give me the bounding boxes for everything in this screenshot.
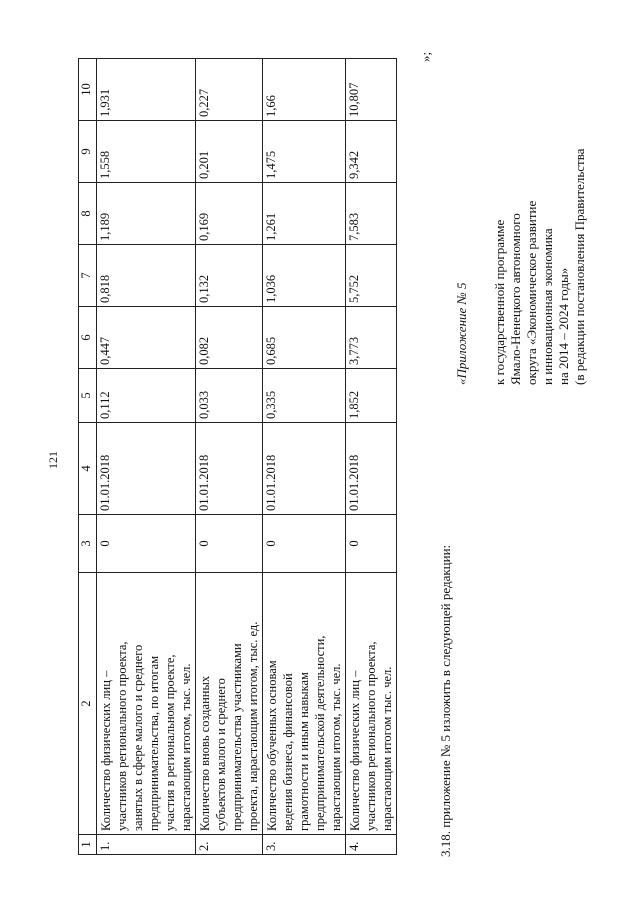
column-header: 8 <box>79 183 97 245</box>
cell-value: 0,169 <box>196 183 263 245</box>
appendix-line: (в редакции постановления Правительства <box>572 148 587 385</box>
appendix-title: «Приложение № 5 <box>454 282 469 385</box>
appendix-line: на 2014 – 2024 годы» <box>556 267 571 385</box>
cell-value: 0,335 <box>263 369 346 423</box>
appendix-line: Ямало-Ненецкого автономного <box>508 213 523 385</box>
indicator-name-line: Количество физических лиц – <box>99 670 113 831</box>
cell-value: 01.01.2018 <box>346 423 397 515</box>
column-header: 6 <box>79 307 97 369</box>
column-header: 4 <box>79 423 97 515</box>
column-header: 5 <box>79 369 97 423</box>
cell-value: 0,447 <box>97 307 196 369</box>
cell-value: 01.01.2018 <box>263 423 346 515</box>
cell-value: 01.01.2018 <box>97 423 196 515</box>
cell-value: 7,583 <box>346 183 397 245</box>
indicator-name-line: участников регионального проекта, <box>115 641 129 831</box>
column-header: 9 <box>79 121 97 183</box>
table-row <box>97 59 196 855</box>
cell-value: 5,752 <box>346 245 397 307</box>
column-header: 3 <box>79 515 97 573</box>
indicator-name <box>346 573 397 835</box>
cell-value: 0 <box>263 515 346 573</box>
row-number: 3. <box>263 835 346 855</box>
row-number: 1. <box>97 835 196 855</box>
indicator-name-line: занятых в сфере малого и среднего <box>131 644 145 831</box>
cell-value: 0 <box>97 515 196 573</box>
cell-value: 1,66 <box>263 59 346 121</box>
cell-value: 0,685 <box>263 307 346 369</box>
indicator-name-line: нарастающим итогом тыс. чел. <box>380 666 394 831</box>
indicator-name-line: нарастающим итогом, тыс. чел. <box>329 663 343 831</box>
cell-value: 1,931 <box>97 59 196 121</box>
closing-quote: »; <box>418 51 433 62</box>
cell-value: 9,342 <box>346 121 397 183</box>
indicator-name-line: субъектов малого и среднего <box>214 678 228 831</box>
table-row <box>196 59 263 855</box>
indicator-name-line: ведения бизнеса, финансовой <box>281 673 295 831</box>
cell-value: 0,033 <box>196 369 263 423</box>
column-header: 1 <box>79 835 97 855</box>
cell-value: 1,475 <box>263 121 346 183</box>
indicator-name-line: проекта, нарастающим итогом, тыс. ед. <box>246 621 260 831</box>
cell-value: 0,082 <box>196 307 263 369</box>
page-number: 121 <box>46 451 60 469</box>
indicator-name-line: предпринимательства, по итогам <box>147 655 161 831</box>
indicator-name-line: участников регионального проекта, <box>364 641 378 831</box>
cell-value: 1,189 <box>97 183 196 245</box>
indicator-name <box>97 573 196 835</box>
cell-value: 0 <box>196 515 263 573</box>
indicator-name-line: Количество обученных основам <box>265 660 279 831</box>
cell-value: 0,112 <box>97 369 196 423</box>
table-row <box>346 59 397 855</box>
cell-value: 1,852 <box>346 369 397 423</box>
cell-value: 1,558 <box>97 121 196 183</box>
cell-value: 0 <box>346 515 397 573</box>
appendix-header <box>454 25 588 385</box>
indicator-name-line: Количество вновь созданных <box>198 675 212 831</box>
indicator-name <box>196 573 263 835</box>
appendix-line: округа «Экономическое развитие <box>524 200 539 385</box>
table-row <box>263 59 346 855</box>
indicator-name-line: грамотности и иным навыкам <box>297 672 311 831</box>
cell-value: 01.01.2018 <box>196 423 263 515</box>
cell-value: 1,261 <box>263 183 346 245</box>
cell-value: 0,201 <box>196 121 263 183</box>
column-header: 10 <box>79 59 97 121</box>
appendix-line: и инновационная экономика <box>540 228 555 385</box>
row-number: 4. <box>346 835 397 855</box>
cell-value: 10,807 <box>346 59 397 121</box>
indicators-table <box>78 58 397 855</box>
indicator-name-line: предпринимательства участниками <box>230 643 244 831</box>
column-header: 2 <box>79 573 97 835</box>
cell-value: 3,773 <box>346 307 397 369</box>
indicator-name-line: предпринимательской деятельности, <box>313 635 327 831</box>
amendment-instruction: 3.18. приложение № 5 изложить в следующей редакции: <box>438 544 453 857</box>
table-header-row <box>79 59 97 855</box>
cell-value: 0,132 <box>196 245 263 307</box>
appendix-line: к государственной программе <box>492 219 507 385</box>
column-header: 7 <box>79 245 97 307</box>
indicator-name <box>263 573 346 835</box>
cell-value: 0,818 <box>97 245 196 307</box>
indicator-name-line: нарастающим итогом, тыс. чел. <box>179 663 193 831</box>
cell-value: 0,227 <box>196 59 263 121</box>
row-number: 2. <box>196 835 263 855</box>
indicator-name-line: Количество физических лиц – <box>348 670 362 831</box>
indicator-name-line: участия в региональном проекте, <box>163 654 177 831</box>
cell-value: 1,036 <box>263 245 346 307</box>
